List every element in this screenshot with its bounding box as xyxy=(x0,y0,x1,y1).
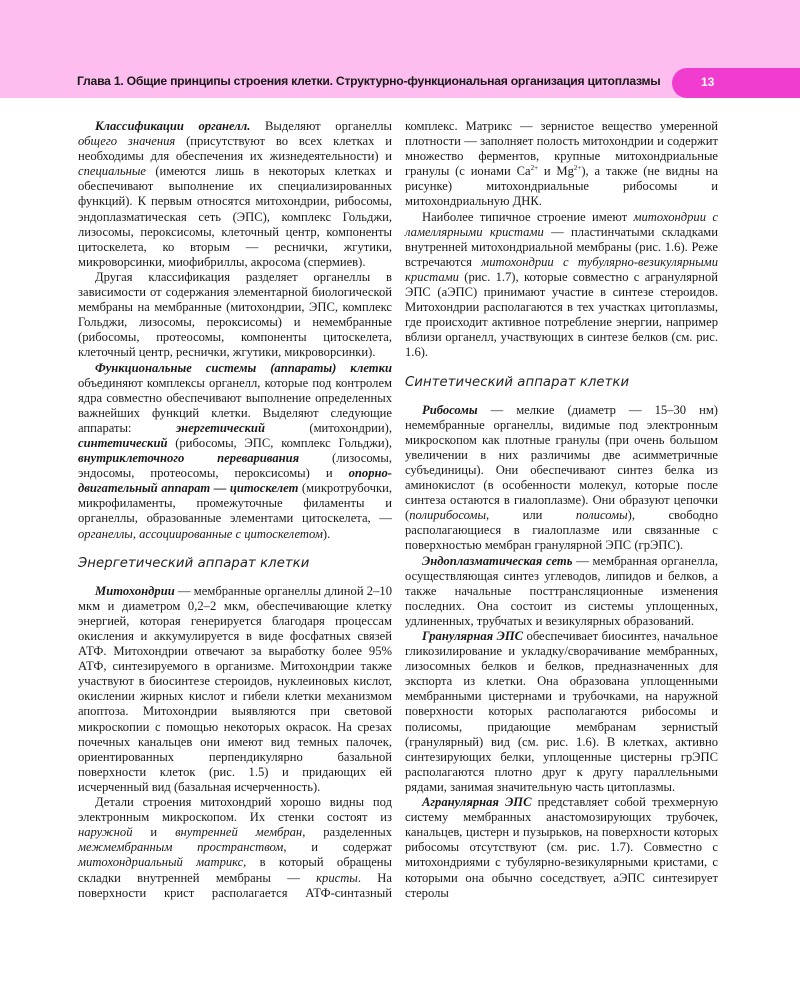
text-run: , и содержат xyxy=(283,840,392,855)
text-run: Детали строения митохондрий хорошо видны под электронным микроскопом. Их стенки состоят из xyxy=(78,795,392,825)
text-run: — мембранная органелла, осуществляющая синтез углеводов, липидов и белков, а также начальные посттрансляционные изменения последних. Она состоит из системы уплощенных, удлиненных, трубчатых и везикулярных образований. xyxy=(405,553,718,628)
page-number-tab xyxy=(672,68,800,98)
paragraph xyxy=(78,270,392,361)
text-run: (лизосомы, эндосомы, протеосомы, пероксисомы) и xyxy=(78,451,392,481)
term: Функциональные системы (аппараты) клетки xyxy=(95,360,392,375)
text-run: (митохондрии), xyxy=(264,420,392,435)
text-run: . На поверхности крист располагается АТФ-синтазный xyxy=(78,870,392,900)
text-run: Наиболее типичное строение имеют xyxy=(422,209,634,224)
emphasis: митохондриальный матрикс xyxy=(78,855,244,870)
term: Гранулярная ЭПС xyxy=(422,629,524,643)
left-column xyxy=(78,119,392,901)
text-run: (микротрубочки, микрофиламенты, промежуточные филаменты и органеллы, образованные элементами цитоскелета, — xyxy=(78,481,392,526)
emphasis: митохондрии с ламеллярными кристами xyxy=(405,209,718,239)
text-run: Выделяют органеллы xyxy=(250,119,393,133)
text-run: ), а также (не видны на рисунке) митохондриальные рибосомы и митохондриальную ДНК. xyxy=(405,164,719,209)
text-run: — мелкие (диаметр — 15–30 нм) немембранные органеллы, видимые под электронным микроскопом как плотные гранулы (при очень большом увеличении в них различимы две асимметричные субъединицы). Они обеспечивают синтез белка из аминокислот (в особенности молекул, которые после синтеза остаются в гиалоплазме). Они образуют цепочки ( xyxy=(405,402,718,523)
paragraph xyxy=(405,403,718,554)
term: Эндоплазматическая сеть xyxy=(422,553,573,568)
text-run: комплекс. Матрикс — зернистое вещество умеренной плотности — заполняет полость митохондрии и содержит множество ферментов, крупные митохондриальные гранулы (с ионами Ca xyxy=(405,119,718,179)
text-run: (рибосомы, ЭПС, комплекс Гольджи), xyxy=(167,435,392,450)
emphasis: внутренней мембран xyxy=(175,825,303,840)
term: Агранулярная ЭПС xyxy=(422,795,532,810)
emphasis: органеллы, ассоциированные с цитоскелетом xyxy=(78,526,323,541)
emphasis: кристы xyxy=(316,870,358,885)
emphasis: полисомы xyxy=(575,508,628,523)
text-run: и Mg xyxy=(538,164,574,179)
text-run: ), свободно располагающиеся в гиалоплазме или связанные с поверхностью мембран гранулярной ЭПС (грЭПС). xyxy=(405,508,718,553)
emphasis: полирибосомы xyxy=(409,508,486,523)
emphasis: митохондрии с тубулярно-везикулярными кристами xyxy=(405,254,719,284)
text-run: и xyxy=(132,825,176,840)
superscript: 2+ xyxy=(530,164,539,173)
term: опорно-двигательный аппарат — цитоскелет xyxy=(78,466,392,496)
term: синтетический xyxy=(78,435,168,450)
text-run: обеспечивает биосинтез, начальное гликозилирование и укладку/сворачивание мембранных, лизосомных белков и белков, предназначенных для экспорта из клетки. Она образована уплощенными мембранными цистернами и трубочками, на наружной поверхности которых располагаются рибосомы и полисомы, придающие мембранам зернистый (гранулярный) вид (см. рис. 1.6). В клетках, активно синтезирующих белки, уплощенные цистерны грЭПС располагаются плотно друг к другу параллельными рядами, занимая значительную часть цитоплазмы. xyxy=(405,629,718,794)
paragraph xyxy=(405,210,718,361)
text-run: (рис. 1.7), которые совместно с агранулярной ЭПС (аЭПС) принимают участие в синтезе стероидов. Митохондрии располагаются в тех участках цитоплазмы, где происходит активное потребление энергии, например вблизи органелл, участвующих в синтезе белков (см. рис. 1.6). xyxy=(405,269,718,360)
text-run: объединяют комплексы органелл, которые под контролем ядра совместно обеспечивают выполнение определенных важнейших функций клетки. Выделяют следующие аппараты: xyxy=(78,375,392,435)
paragraph xyxy=(405,119,718,210)
term: внутриклеточного переваривания xyxy=(78,451,300,466)
emphasis: общего значения xyxy=(78,134,176,149)
superscript: 2+ xyxy=(573,164,582,173)
term: Митохондрии xyxy=(95,583,175,598)
paragraph xyxy=(78,361,392,542)
paragraph xyxy=(78,119,392,270)
section-heading: Синтетический аппарат клетки xyxy=(405,374,630,390)
running-title: Глава 1. Общие принципы строения клетки. Структурно-функциональная организация цитоплазмы xyxy=(77,74,661,88)
emphasis: специальные xyxy=(78,164,146,179)
text-run: Другая классификация разделяет органеллы в зависимости от содержания элементарной биологической мембраны на мембранные (митохондрии, ЭПС, комплекс Гольджи, лизосомы, пероксисомы) и немембранные (рибосомы, протеосомы, компоненты цитоскелета, клеточный центр, реснички, жгутики, микроворсинки). xyxy=(78,269,392,360)
paragraph xyxy=(78,584,392,795)
text-run: ). xyxy=(322,526,331,541)
emphasis: наружной xyxy=(78,825,133,840)
text-run: — мембранные органеллы длиной 2–10 мкм и диаметром 0,2–2 мкм, обеспечивающие клетку энергией, которая генерируется благодаря процессам окисления и аккумулируется в виде фосфатных связей АТФ. Митохондрии отвечают за выработку более 95% АТФ, синтезируемого в организме. Митохондрии также участвуют в биосинтезе стероидов, нуклеиновых кислот, окислении жирных кислот и гибели клетки механизмом апоптоза. Митохондрии выявляются при световой микроскопии с помощью некоторых окрасок. На срезах почечных канальцев они имеют вид темных палочек, ориентированных перпендикулярно базальной поверхности клеток (рис. 1.5) и придающих ей исчерченный вид (базальная исчерченность). xyxy=(78,583,392,794)
text-run: , или xyxy=(486,508,576,523)
paragraph xyxy=(405,629,718,795)
term: энергетический xyxy=(175,420,265,435)
paragraph xyxy=(78,795,392,901)
emphasis: межмембранным пространством xyxy=(78,840,284,855)
paragraph xyxy=(405,795,718,901)
text-run: , в который обращены складки внутренней мембраны — xyxy=(78,855,392,885)
right-column xyxy=(405,119,718,901)
page-number: 13 xyxy=(701,75,715,89)
term: Классификации органелл. xyxy=(95,119,251,133)
text-run: , разделенных xyxy=(302,825,392,840)
section-heading: Энергетический аппарат клетки xyxy=(78,555,310,571)
text-run: — пластинчатыми складками внутренней митохондриальной мембраны (рис. 1.6). Реже встречаются xyxy=(405,224,718,269)
term: Рибосомы xyxy=(422,402,478,417)
text-run: (имеются лишь в некоторых клетках и обеспечивают выполнение их специализированных функций). К первым относятся митохондрии, рибосомы, эндоплазматическая сеть (ЭПС), комплекс Гольджи, лизосомы, пероксисомы, клеточный центр, компоненты цитоскелета, ко вторым — реснички, жгутики, микроворсинки, миофибриллы, акросома (спермиев). xyxy=(78,164,392,269)
paragraph xyxy=(405,554,718,629)
text-run: представляет собой трехмерную систему мембранных анастомозирующих трубочек, канальцев, цистерн и пузырьков, на поверхности которых рибосомы отсутствуют (см. рис. 1.7). Совместно с митохондриями с тубулярно-везикулярными кристами, с которыми она обычно соседствует, аЭПС синтезирует стеролы xyxy=(405,795,718,900)
text-run: (присутствуют во всех клетках и необходимы для обеспечения их жизнедеятельности) и xyxy=(78,134,392,164)
